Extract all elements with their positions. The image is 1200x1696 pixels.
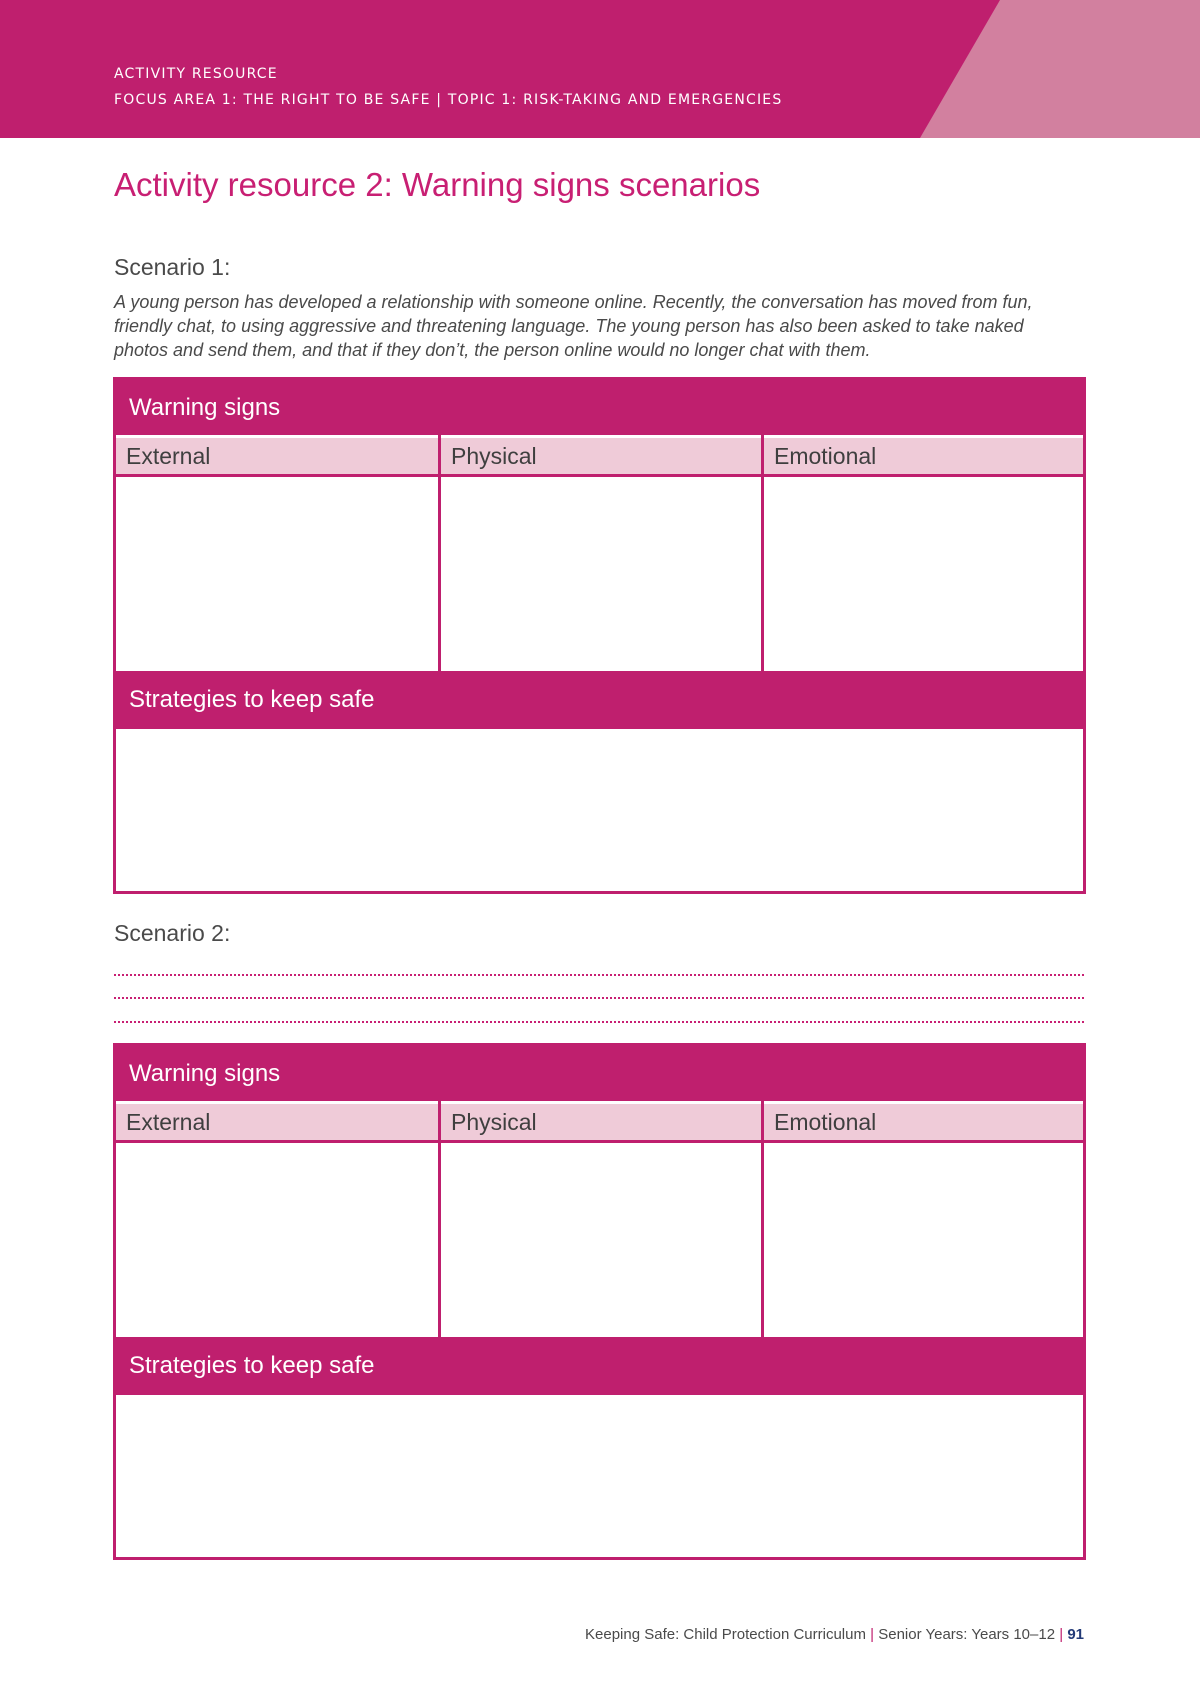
strategies-header: Strategies to keep safe bbox=[116, 1337, 1083, 1395]
physical-answer-box[interactable] bbox=[441, 477, 761, 668]
physical-answer-box[interactable] bbox=[441, 1143, 761, 1334]
scenario-2-heading: Scenario 2: bbox=[114, 920, 231, 946]
scenario-1-text: A young person has developed a relationship with someone online. Recently, the conversation has moved from fun, friendly chat, to using aggressive and threatening language. The young person has also been asked to take naked photos and send them, and that if they don’t, the person online would no longer chat with them. bbox=[114, 292, 1033, 360]
worksheet-scenario-2 bbox=[113, 1043, 1086, 1560]
emotional-answer-box[interactable] bbox=[764, 1143, 1083, 1334]
page-number: 91 bbox=[1067, 1626, 1084, 1643]
writing-line[interactable] bbox=[114, 974, 1084, 976]
page-footer bbox=[585, 1626, 1084, 1643]
scenario-1-heading: Scenario 1: bbox=[114, 254, 231, 280]
writing-line[interactable] bbox=[114, 997, 1084, 999]
column-header-physical: Physical bbox=[441, 438, 761, 474]
header-focus-area: FOCUS AREA 1: THE RIGHT TO BE SAFE | TOPIC 1: RISK-TAKING AND EMERGENCIES bbox=[114, 92, 783, 108]
column-header-external: External bbox=[116, 438, 438, 474]
worksheet-scenario-1 bbox=[113, 377, 1086, 894]
footer-separator: | bbox=[870, 1626, 875, 1643]
external-answer-box[interactable] bbox=[116, 1143, 438, 1334]
column-header-external: External bbox=[116, 1104, 438, 1140]
writing-line[interactable] bbox=[114, 1021, 1084, 1023]
strategies-header: Strategies to keep safe bbox=[116, 671, 1083, 729]
emotional-answer-box[interactable] bbox=[764, 477, 1083, 668]
column-header-emotional: Emotional bbox=[764, 1104, 1083, 1140]
footer-title: Keeping Safe: Child Protection Curriculum bbox=[585, 1626, 866, 1643]
column-header-physical: Physical bbox=[441, 1104, 761, 1140]
warning-signs-header: Warning signs bbox=[116, 1046, 1083, 1101]
footer-separator: | bbox=[1059, 1626, 1064, 1643]
page-title: Activity resource 2: Warning signs scenarios bbox=[114, 166, 761, 203]
strategies-answer-box[interactable] bbox=[116, 1395, 1083, 1557]
strategies-answer-box[interactable] bbox=[116, 729, 1083, 891]
footer-subtitle: Senior Years: Years 10–12 bbox=[878, 1626, 1056, 1643]
header-category: ACTIVITY RESOURCE bbox=[114, 66, 278, 82]
warning-signs-header: Warning signs bbox=[116, 380, 1083, 435]
external-answer-box[interactable] bbox=[116, 477, 438, 668]
header-corner-decoration bbox=[920, 0, 1200, 138]
column-header-emotional: Emotional bbox=[764, 438, 1083, 474]
